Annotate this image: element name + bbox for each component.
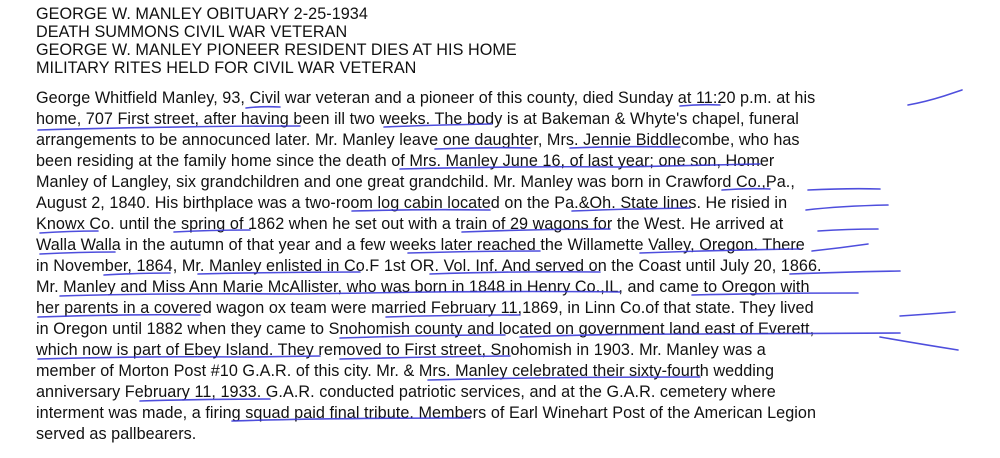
headline-death: DEATH SUMMONS CIVIL WAR VETERAN (36, 23, 348, 41)
body-line: Walla Walla in the autumn of that year and a few weeks later reached the Willamette Valley, Oregon. There (36, 236, 805, 254)
body-line: home, 707 First street, after having been ill two weeks. The body is at Bakeman & Whyte's chapel, funeral (36, 110, 799, 128)
body-line: anniversary February 11, 1933. G.A.R. conducted patriotic services, and at the G.A.R. cemetery where (36, 383, 776, 401)
body-line: which now is part of Ebey Island. They removed to First street, Snohomish in 1903. Mr. Manley was a (36, 341, 766, 359)
body-line: arrangements to be annocunced later. Mr. Manley leave one daughter, Mrs. Jennie Biddlecombe, who has (36, 131, 800, 149)
body-line: been residing at the family home since the death of Mrs. Manley June 16, of last year; one son, Homer (36, 152, 775, 170)
body-line: in Oregon until 1882 when they came to Snohomish county and located on government land east of Everett, (36, 320, 815, 338)
body-line: August 2, 1840. His birthplace was a two-room log cabin located on the Pa.&Oh. State lines. He risied in (36, 194, 788, 212)
underline-mark (812, 244, 868, 251)
body-line: her parents in a covered wagon ox team were married February 11,1869, in Linn Co.of that state. They lived (36, 299, 814, 317)
body-line: in November, 1864, Mr. Manley enlisted in Co.F 1st OR. Vol. Inf. And served on the Coast until July 20, 1866. (36, 257, 822, 275)
body-line: Knowx Co. until the spring of 1862 when he set out with a train of 29 wagons for the West. He arrived at (36, 215, 784, 233)
body-line: Mr. Manley and Miss Ann Marie McAllister, who was born in 1848 in Henry Co.,IL, and came to Oregon with (36, 278, 810, 296)
body-line: Manley of Langley, six grandchildren and one great grandchild. Mr. Manley was born in Crawford Co.,Pa., (36, 173, 795, 191)
underline-mark (808, 189, 880, 190)
underline-mark (806, 205, 888, 210)
body-line: interment was made, a firing squad paid final tribute. Members of Earl Winehart Post of the American Legion (36, 404, 817, 422)
underline-mark (818, 229, 878, 231)
obituary-title: GEORGE W. MANLEY OBITUARY 2-25-1934 (36, 5, 368, 23)
body-line: George Whitfield Manley, 93, Civil war veteran and a pioneer of this county, died Sunday at 11:20 p.m. at his (36, 89, 816, 107)
headline-pioneer: GEORGE W. MANLEY PIONEER RESIDENT DIES AT HIS HOME (36, 41, 517, 59)
underline-mark (880, 337, 958, 350)
body-line: served as pallbearers. (36, 425, 197, 443)
body-line: member of Morton Post #10 G.A.R. of this city. Mr. & Mrs. Manley celebrated their sixty-fourth wedding (36, 362, 775, 380)
underline-mark (908, 90, 962, 105)
underline-mark (900, 312, 955, 316)
headline-military: MILITARY RITES HELD FOR CIVIL WAR VETERAN (36, 59, 417, 77)
